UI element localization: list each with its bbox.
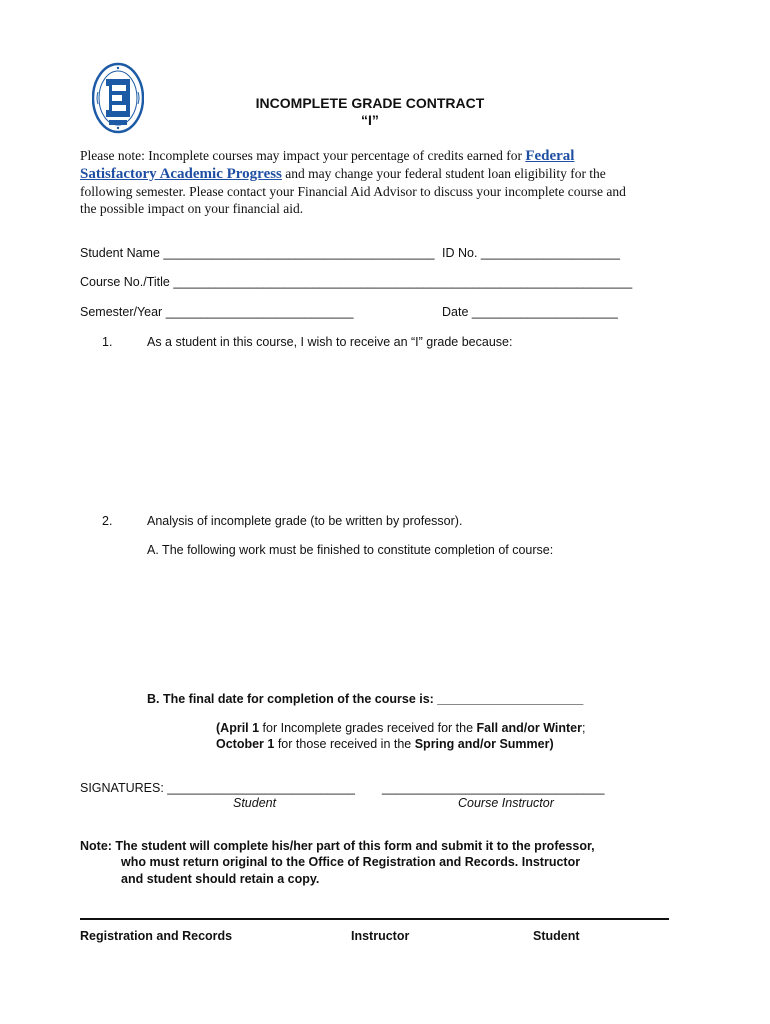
distribution-instructor: Instructor — [351, 929, 410, 943]
deadline-line-2 — [216, 737, 554, 751]
distribution-student: Student — [533, 929, 580, 943]
item-2-number: 2. — [102, 514, 113, 528]
notice-line-3: following semester. Please contact your Financial Aid Advisor to discuss your incomplete course and — [80, 184, 626, 199]
notice-line-2 — [80, 166, 606, 183]
deadline-october: October 1 — [216, 737, 275, 751]
form-title: INCOMPLETE GRADE CONTRACT — [255, 95, 485, 111]
distribution-registration: Registration and Records — [80, 929, 233, 943]
federal-sap-link-part1[interactable]: Federal — [525, 148, 575, 164]
deadline-spring-summer: Spring and/or Summer) — [414, 737, 554, 751]
notice-line-4: the possible impact on your financial aid. — [80, 201, 304, 216]
course-title-field[interactable]: Course No./Title __________________________________________________________________ — [80, 275, 633, 289]
note-line-2: who must return original to the Office of Registration and Records. Instructor — [121, 855, 581, 869]
item-1-number: 1. — [102, 335, 113, 349]
deadline-l1-mid: for Incomplete grades received for the — [259, 721, 477, 735]
federal-sap-link-part2[interactable]: Satisfactory Academic Progress — [80, 166, 282, 182]
item-2-text: Analysis of incomplete grade (to be written by professor). — [147, 514, 463, 528]
id-no-field[interactable]: ID No. ____________________ — [442, 246, 620, 260]
deadline-april: (April 1 — [216, 721, 260, 735]
form-subtitle: “I” — [361, 112, 379, 128]
student-name-field[interactable]: Student Name _______________________________________ — [80, 246, 435, 260]
item-1-text: As a student in this course, I wish to receive an “I” grade because: — [147, 335, 513, 349]
note-line-1: Note: The student will complete his/her part of this form and submit it to the professor, — [80, 839, 595, 853]
notice-line-1 — [80, 148, 574, 165]
final-date-field[interactable]: B. The final date for completion of the course is: _____________________ — [147, 692, 584, 706]
item-2a-text: A. The following work must be finished to constitute completion of course: — [147, 543, 554, 557]
instructor-signature-line[interactable]: ________________________________ — [382, 781, 605, 795]
notice-prefix: Please note: Incomplete courses may impact your percentage of credits earned for — [80, 148, 526, 163]
student-signature-caption: Student — [233, 796, 277, 810]
divider-rule — [80, 918, 669, 920]
date-field[interactable]: Date _____________________ — [442, 305, 618, 319]
note-line-3: and student should retain a copy. — [121, 872, 320, 886]
deadline-l2-mid: for those received in the — [274, 737, 415, 751]
notice-rest-line2: and may change your federal student loan eligibility for the — [281, 166, 606, 181]
semester-year-field[interactable]: Semester/Year ___________________________ — [80, 305, 354, 319]
deadline-line-1 — [216, 721, 585, 735]
student-signature-line[interactable]: SIGNATURES: ___________________________ — [80, 781, 355, 795]
deadline-l1-end: ; — [582, 721, 586, 735]
deadline-fall-winter: Fall and/or Winter — [476, 721, 582, 735]
instructor-signature-caption: Course Instructor — [458, 796, 554, 810]
